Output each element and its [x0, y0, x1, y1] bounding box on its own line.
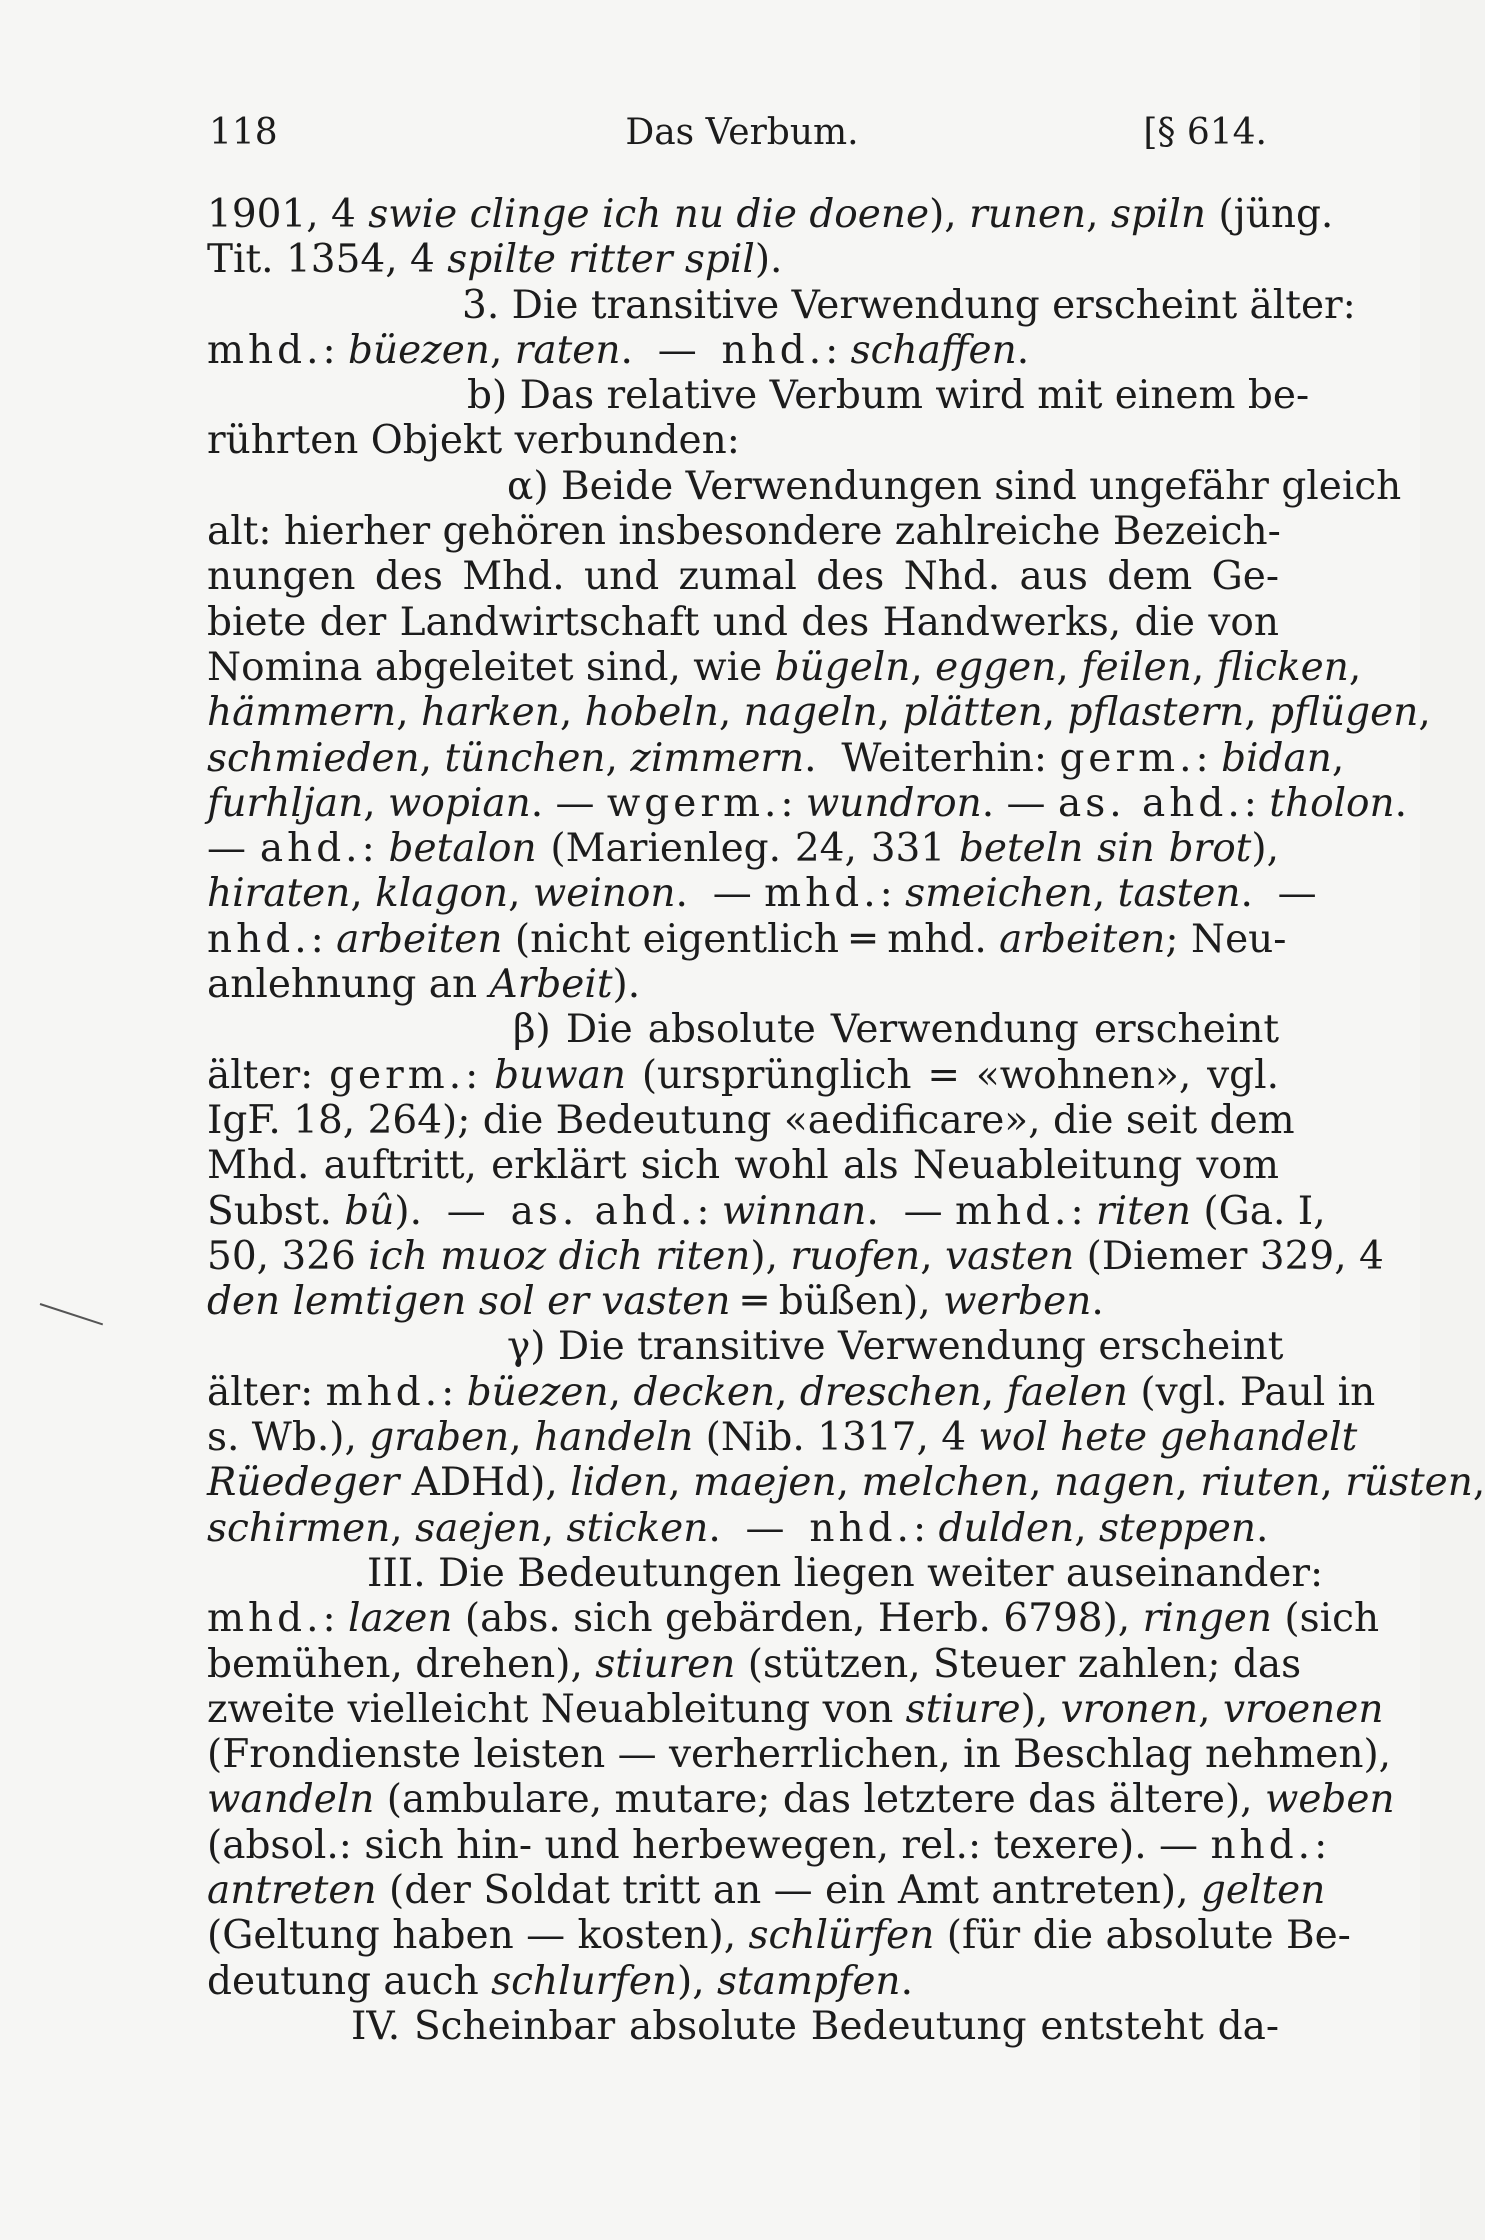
text-line: rührten Objekt verbunden:	[207, 418, 740, 464]
text-line: schirmen, saejen, sticken. — nhd.: dulden, steppen.	[207, 1505, 1269, 1551]
text-line: — ahd.: betalon (Marienleg. 24, 331 beteln sin brot),	[207, 826, 1279, 872]
text-line: IgF. 18, 264); die Bedeutung «aedificare», die seit dem	[207, 1097, 1295, 1143]
text-line: deutung auch schlurfen), stampfen.	[207, 1958, 913, 2004]
text-line: älter: germ.: buwan (ursprünglich = «wohnen», vgl.	[207, 1052, 1279, 1098]
running-header	[209, 112, 1275, 158]
text-line: b) Das relative Verbum wird mit einem be-	[467, 373, 1310, 419]
text-line: hiraten, klagon, weinon. — mhd.: smeichen, tasten. —	[207, 871, 1317, 917]
margin-pencil-mark	[40, 1303, 103, 1325]
text-line: Tit. 1354, 4 spilte ritter spil).	[207, 237, 783, 283]
text-line: bemühen, drehen), stiuren (stützen, Steuer zahlen; das	[207, 1641, 1302, 1687]
text-line: mhd.: büezen, raten. — nhd.: schaffen.	[207, 327, 1030, 373]
text-line: α) Beide Verwendungen sind ungefähr gleich	[507, 463, 1402, 509]
text-line: (Frondienste leisten — verherrlichen, in Beschlag nehmen),	[207, 1732, 1392, 1778]
text-line: mhd.: lazen (abs. sich gebärden, Herb. 6798), ringen (sich	[207, 1596, 1380, 1642]
text-line: (absol.: sich hin- und herbewegen, rel.: texere). — nhd.:	[207, 1822, 1328, 1868]
text-line: Subst. bû). — as. ahd.: winnan. — mhd.: riten (Ga. I,	[207, 1188, 1326, 1234]
text-line: biete der Landwirtschaft und des Handwerks, die von	[207, 599, 1279, 645]
running-title: Das Verbum.	[625, 112, 859, 153]
text-line: (Geltung haben — kosten), schlürfen (für die absolute Be-	[207, 1913, 1351, 1959]
text-line: Nomina abgeleitet sind, wie bügeln, eggen, feilen, flicken,	[207, 644, 1362, 690]
text-line: III. Die Bedeutungen liegen weiter auseinander:	[367, 1550, 1324, 1596]
text-line: hämmern, harken, hobeln, nageln, plätten, pflastern, pflügen,	[207, 690, 1431, 736]
text-line: Rüedeger ADHd), liden, maejen, melchen, nagen, riuten, rüsten,	[207, 1460, 1485, 1506]
text-line: nhd.: arbeiten (nicht eigentlich ═ mhd. arbeiten; Neu-	[207, 916, 1287, 962]
text-line: zweite vielleicht Neuableitung von stiure), vronen, vroenen	[207, 1686, 1384, 1732]
body-text	[207, 192, 1485, 2049]
text-line: 50, 326 ich muoz dich riten), ruofen, vasten (Diemer 329, 4	[207, 1233, 1384, 1279]
text-line: furhljan, wopian. — wgerm.: wundron. — as. ahd.: tholon.	[207, 780, 1408, 826]
text-line: wandeln (ambulare, mutare; das letztere das ältere), weben	[207, 1777, 1395, 1823]
text-line: antreten (der Soldat tritt an — ein Amt antreten), gelten	[207, 1867, 1326, 1913]
text-line: anlehnung an Arbeit).	[207, 962, 641, 1008]
section-reference: [§ 614.	[1143, 112, 1267, 153]
text-line: IV. Scheinbar absolute Bedeutung entsteht da-	[351, 2003, 1279, 2049]
text-line: alt: hierher gehören insbesondere zahlreiche Bezeich-	[207, 509, 1281, 555]
text-line: älter: mhd.: büezen, decken, dreschen, faelen (vgl. Paul in	[207, 1369, 1376, 1415]
text-line: 1901, 4 swie clinge ich nu die doene), runen, spiln (jüng.	[207, 192, 1334, 237]
text-line: β) Die absolute Verwendung erscheint	[513, 1007, 1279, 1053]
text-line: s. Wb.), graben, handeln (Nib. 1317, 4 wol hete gehandelt	[207, 1415, 1358, 1461]
text-line: den lemtigen sol er vasten ═ büßen), werben.	[207, 1279, 1104, 1325]
text-line: nungen des Mhd. und zumal des Nhd. aus dem Ge-	[207, 554, 1279, 600]
page-number: 118	[209, 112, 278, 153]
text-line: γ) Die transitive Verwendung erscheint	[507, 1324, 1284, 1370]
text-line: 3. Die transitive Verwendung erscheint älter:	[462, 282, 1356, 328]
text-line: Mhd. auftritt, erklärt sich wohl als Neuableitung vom	[207, 1143, 1279, 1189]
text-line: schmieden, tünchen, zimmern. Weiterhin: germ.: bidan,	[207, 735, 1345, 781]
